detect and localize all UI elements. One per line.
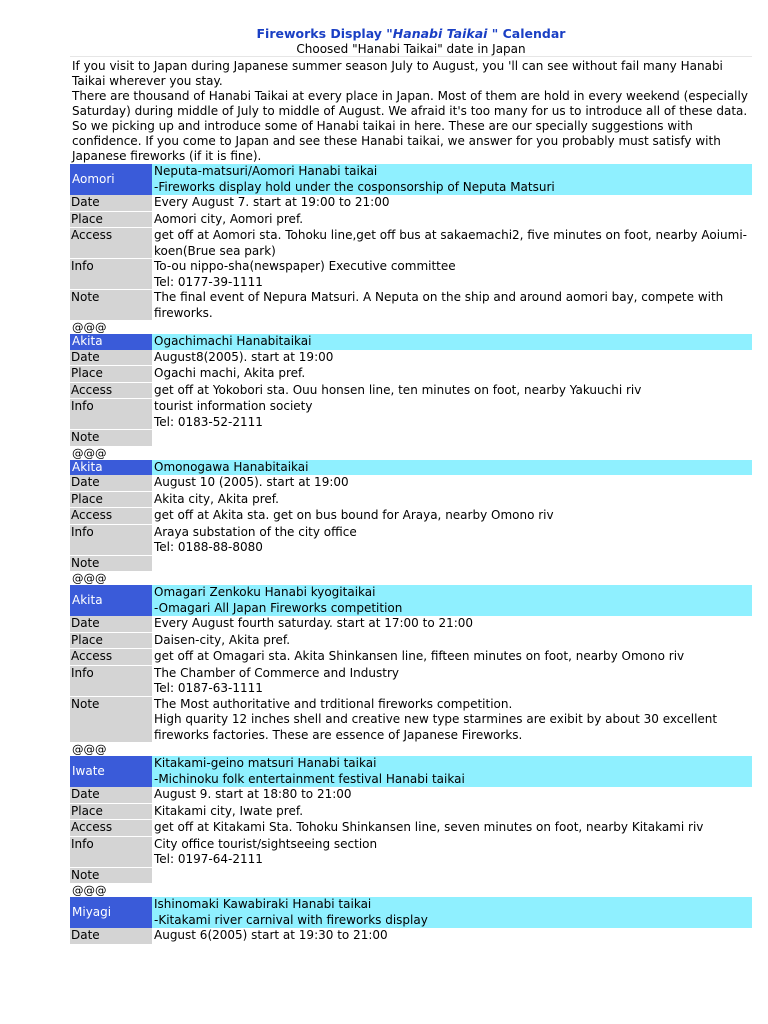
access-label: Access	[70, 820, 152, 837]
event-header	[70, 460, 752, 476]
info-text: City office tourist/sightseeing section	[154, 836, 378, 851]
date-row	[70, 350, 752, 367]
date-value: Every August 7. start at 19:00 to 21:00	[154, 195, 390, 209]
event-title-cell	[152, 897, 752, 928]
info-value	[152, 259, 752, 290]
place-value: Akita city, Akita pref.	[154, 491, 279, 506]
event-miyagi-ishinomaki	[70, 897, 752, 945]
event-title-cell	[152, 460, 752, 476]
access-label: Access	[70, 649, 152, 666]
date-value: August8(2005). start at 19:00	[154, 349, 334, 364]
info-row	[70, 259, 752, 290]
note-label: Note	[70, 430, 152, 447]
place-row	[70, 212, 752, 229]
info-label: Info	[70, 399, 152, 430]
event-header	[70, 334, 752, 350]
prefecture-cell: Akita	[70, 585, 152, 616]
access-row	[70, 649, 752, 666]
info-text: Araya substation of the city office	[154, 524, 357, 539]
event-subname: -Michinoku folk entertainment festival Hanabi taikai	[154, 771, 465, 786]
access-value: get off at Kitakami Sta. Tohoku Shinkansen line, seven minutes on foot, nearby Kitakami riv	[154, 820, 704, 834]
event-name: Neputa-matsuri/Aomori Hanabi taikai	[154, 164, 378, 178]
intro-paragraph: So we picking up and introduce some of Hanabi taikai in here. These are our specially suggestions with confidence. If you come to Japan and see these Hanabi taikai, we answer for you probably must satisfy with Japanese fireworks (if it is fine).	[72, 119, 721, 163]
info-label: Info	[70, 837, 152, 868]
note-row	[70, 868, 752, 885]
info-tel: Tel: 0187-63-1111	[154, 681, 263, 695]
event-subname: -Fireworks display hold under the cosponsorship of Neputa Matsuri	[154, 179, 555, 194]
date-label: Date	[70, 787, 152, 804]
event-name: Ogachimachi Hanabitaikai	[154, 334, 312, 348]
note-value	[152, 868, 752, 885]
event-header	[70, 756, 752, 787]
event-akita-omagari	[70, 585, 752, 756]
place-value: Kitakami city, Iwate pref.	[154, 803, 304, 818]
date-value: August 10 (2005). start at 19:00	[154, 475, 349, 489]
prefecture-cell: Iwate	[70, 756, 152, 787]
info-value	[152, 399, 752, 430]
date-row	[70, 787, 752, 804]
event-iwate-kitakami	[70, 756, 752, 897]
event-name: Omonogawa Hanabitaikai	[154, 459, 309, 474]
access-label: Access	[70, 383, 152, 400]
place-row	[70, 633, 752, 650]
info-tel: Tel: 0188-88-8080	[154, 540, 263, 554]
access-value: get off at Yokobori sta. Ouu honsen line, ten minutes on foot, nearby Yakuuchi riv	[154, 382, 642, 397]
separator: @@@	[72, 883, 107, 897]
separator: @@@	[72, 445, 107, 460]
event-title-cell	[152, 334, 752, 350]
prefecture-cell: Miyagi	[70, 897, 152, 928]
info-row	[70, 399, 752, 430]
access-label: Access	[70, 228, 152, 259]
event-title-cell	[152, 585, 752, 616]
event-header	[70, 585, 752, 616]
event-subname: -Kitakami river carnival with fireworks display	[154, 912, 428, 927]
access-row	[70, 508, 752, 525]
note-value: The final event of Nepura Matsuri. A Neputa on the ship and around aomori bay, compete with fireworks.	[154, 290, 724, 320]
event-name: Kitakami-geino matsuri Hanabi taikai	[154, 756, 377, 770]
info-tel: Tel: 0183-52-2111	[154, 414, 263, 429]
info-text: tourist information society	[154, 399, 313, 413]
info-label: Info	[70, 525, 152, 556]
date-label: Date	[70, 928, 152, 945]
note-row	[70, 697, 752, 744]
note-row	[70, 430, 752, 447]
title-prefix: Fireworks Display "	[256, 26, 393, 41]
date-row	[70, 616, 752, 633]
place-label: Place	[70, 212, 152, 229]
page-subtitle: Choosed "Hanabi Taikai" date in Japan	[70, 42, 752, 57]
title-suffix: " Calendar	[487, 26, 566, 41]
intro-text	[70, 59, 752, 164]
note-value	[152, 556, 752, 573]
place-value: Aomori city, Aomori pref.	[154, 211, 304, 226]
info-row	[70, 666, 752, 697]
note-value	[152, 697, 752, 744]
info-row	[70, 525, 752, 556]
place-value: Ogachi machi, Akita pref.	[154, 366, 306, 380]
place-label: Place	[70, 366, 152, 383]
place-label: Place	[70, 492, 152, 509]
access-row	[70, 820, 752, 837]
event-akita-ogachimachi	[70, 334, 752, 460]
note-row	[70, 556, 752, 573]
event-aomori	[70, 164, 752, 334]
note-label: Note	[70, 697, 152, 744]
access-label: Access	[70, 508, 152, 525]
prefecture-cell: Akita	[70, 460, 152, 476]
info-text: To-ou nippo-sha(newspaper) Executive committee	[154, 259, 456, 273]
prefecture-cell: Aomori	[70, 164, 152, 195]
info-text: The Chamber of Commerce and Industry	[154, 665, 399, 680]
note-label: Note	[70, 290, 152, 321]
date-row	[70, 475, 752, 492]
info-tel: Tel: 0177-39-1111	[154, 274, 263, 289]
note-row	[70, 290, 752, 321]
date-label: Date	[70, 616, 152, 633]
place-row	[70, 804, 752, 821]
event-title-cell	[152, 164, 752, 195]
event-akita-omonogawa	[70, 460, 752, 586]
event-title-cell	[152, 756, 752, 787]
event-name: Omagari Zenkoku Hanabi kyogitaikai	[154, 585, 376, 599]
event-name: Ishinomaki Kawabiraki Hanabi taikai	[154, 897, 372, 911]
date-label: Date	[70, 195, 152, 212]
prefecture-cell: Akita	[70, 334, 152, 350]
place-label: Place	[70, 804, 152, 821]
note-value	[152, 430, 752, 447]
place-label: Place	[70, 633, 152, 650]
access-value: get off at Akita sta. get on bus bound for Araya, nearby Omono riv	[154, 508, 554, 522]
note-label: Note	[70, 868, 152, 885]
date-value: August 9. start at 18:80 to 21:00	[154, 787, 352, 801]
info-label: Info	[70, 259, 152, 290]
place-row	[70, 492, 752, 509]
date-value: August 6(2005) start at 19:30 to 21:00	[154, 928, 388, 942]
access-row	[70, 228, 752, 259]
separator: @@@	[72, 571, 107, 585]
place-row	[70, 366, 752, 383]
info-tel: Tel: 0197-64-2111	[154, 852, 263, 866]
event-header	[70, 897, 752, 928]
info-value	[152, 525, 752, 556]
date-row	[70, 195, 752, 212]
note-text: The Most authoritative and trditional fireworks competition.	[154, 696, 513, 711]
access-value: get off at Omagari sta. Akita Shinkansen line, fifteen minutes on foot, nearby Omono riv	[154, 649, 685, 663]
access-row	[70, 383, 752, 400]
event-header	[70, 164, 752, 195]
separator: @@@	[72, 320, 107, 334]
note-text: High quarity 12 inches shell and creative new type starmines are exibit by about 30 excellent fireworks factories. These are essence of Japanese Fireworks.	[154, 712, 718, 742]
date-row	[70, 928, 752, 945]
info-row	[70, 837, 752, 868]
event-subname: -Omagari All Japan Fireworks competition	[154, 600, 403, 615]
info-label: Info	[70, 666, 152, 697]
title-italic: Hanabi Taikai	[392, 26, 488, 41]
info-value	[152, 837, 752, 868]
document	[70, 26, 752, 945]
access-value: get off at Aomori sta. Tohoku line,get off bus at sakaemachi2, five minutes on foot, nearby Aoiumi-koen(Brue sea park)	[154, 228, 747, 258]
date-label: Date	[70, 350, 152, 367]
date-label: Date	[70, 475, 152, 492]
page-title	[70, 26, 752, 42]
separator: @@@	[72, 742, 107, 756]
place-value: Daisen-city, Akita pref.	[154, 632, 291, 647]
intro-paragraph: If you visit to Japan during Japanese summer season July to August, you 'll can see without fail many Hanabi Taikai wherever you stay.	[72, 59, 723, 88]
info-value	[152, 666, 752, 697]
note-label: Note	[70, 556, 152, 573]
intro-paragraph: There are thousand of Hanabi Taikai at every place in Japan. Most of them are hold in every weekend (especially Saturday) during middle of July to middle of August. We afraid it's too many for us to introduce all of these data.	[72, 89, 748, 118]
date-value: Every August fourth saturday. start at 17:00 to 21:00	[154, 616, 474, 630]
